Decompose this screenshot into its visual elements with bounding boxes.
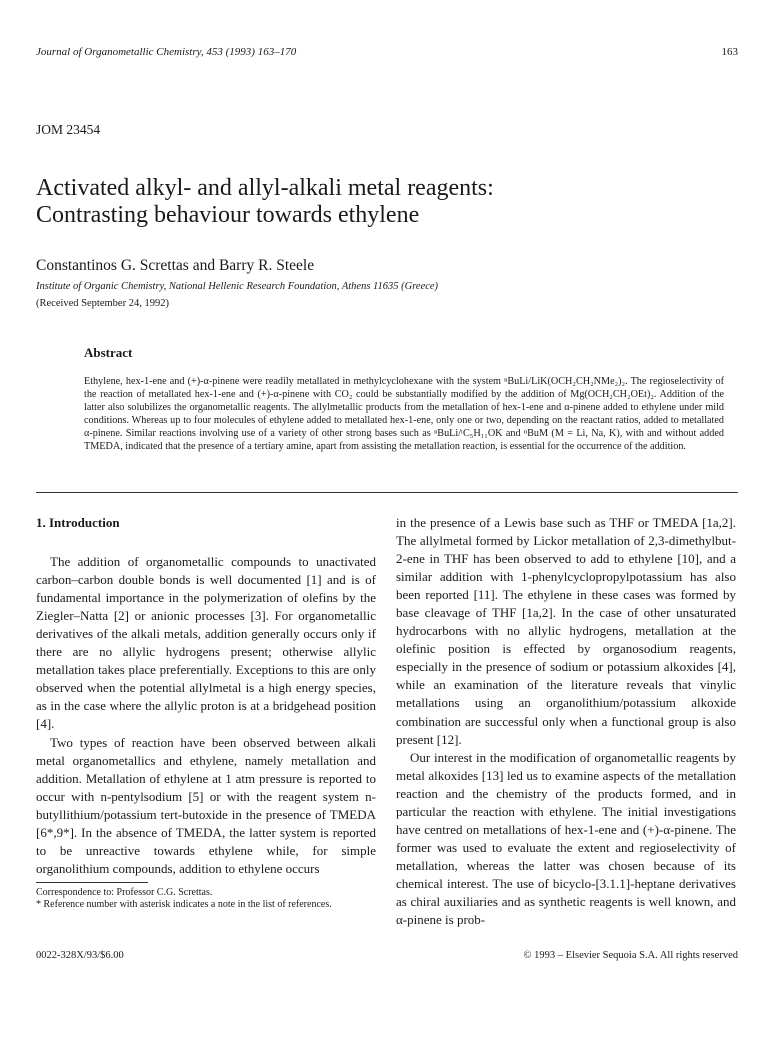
running-head	[36, 46, 738, 58]
abstract-text: Ethylene, hex-1-ene and (+)-α-pinene were readily metallated in methylcyclohexane with the system ⁿBuLi/LiK(OCH₂CH₂NMe₂)₂. The regioselectivity of the reaction of metallated hex-1-ene and (+)-α-pinene with CO₂ could be substantially modified by the addition of Mg(OCH₂CH₂OEt)₂. Addition of the latter also solubilizes the organometallic reagents. The allylmetallic products from the metallation of hex-1-ene and α-pinene added to ethylene under mild conditions. Whereas up to four molecules of ethylene added to metallated hex-1-ene, only one or two, depending on the reactant ratios, added to metallated α-pinene. Similar reactions involving use of a variety of other strong bases such as ⁿBuLi/ᵗC₅H₁₁OK and ⁿBuM (M = Li, Na, K), with and without added TMEDA, indicated that the presence of a tertiary amine, apart from assisting the metallation reaction, is essential for the occurrence of the addition.	[84, 376, 724, 453]
section-divider	[36, 492, 738, 493]
correspondence-note: Correspondence to: Professor C.G. Screttas.	[36, 887, 213, 898]
title-line-2: Contrasting behaviour towards ethylene	[36, 202, 420, 228]
section-heading: 1. Introduction	[36, 515, 120, 530]
journal-citation: Journal of Organometallic Chemistry, 453 (1993) 163–170	[36, 46, 297, 58]
authors: Constantinos G. Screttas and Barry R. Steele	[36, 257, 315, 274]
intro-paragraph-2: Two types of reaction have been observed between alkali metal organometallics and ethylene, namely metallation and addition. Metallation of ethylene at 1 atm pressure is reported to occur with n-pentylsodium [5] or with the reagent system n-butyllithium/potassium tert-butoxide in the presence of TMEDA [6*,9*]. In the absence of TMEDA, the latter system is reported to be unreactive towards ethylene while, for simple organolithium compounds, addition to ethylene occurs	[36, 734, 376, 876]
received-date: (Received September 24, 1992)	[36, 298, 169, 309]
asterisk-note: * Reference number with asterisk indicates a note in the list of references.	[36, 899, 332, 911]
price-code: 0022-328X/93/$6.00	[36, 950, 124, 961]
footnotes	[36, 887, 376, 911]
title-line-1: Activated alkyl- and allyl-alkali metal reagents:	[36, 175, 494, 201]
page-number: 163	[721, 46, 738, 58]
abstract-heading: Abstract	[84, 345, 133, 360]
right-column	[396, 514, 736, 929]
copyright-notice: © 1993 – Elsevier Sequoia S.A. All rights reserved	[523, 950, 738, 961]
footnote-divider	[36, 882, 148, 883]
affiliation: Institute of Organic Chemistry, National Hellenic Research Foundation, Athens 11635 (Greece)	[36, 281, 439, 292]
intro-paragraph-4: Our interest in the modification of organometallic reagents by metal alkoxides [13] led us to examine aspects of the metallation reaction and the chemistry of the products formed, and in particular the reaction with ethylene. The initial investigations have centred on metallations of hex-1-ene and (+)-α-pinene. The former was used to evaluate the extent and regioselectivity of metallation, whereas the latter was chosen because of its chemical interest. The use of bicyclo-[3.1.1]-heptane derivatives as chiral auxiliaries and as synthetic reagents is well known, and α-pinene is prob-	[396, 749, 736, 928]
article-code: JOM 23454	[36, 122, 101, 137]
article-title	[36, 175, 736, 229]
left-column	[36, 514, 376, 878]
intro-paragraph-3: in the presence of a Lewis base such as THF or TMEDA [1a,2]. The allylmetal formed by Lickor metallation of 2,3-dimethylbut-2-ene in THF has been observed to add to ethylene [10], and a similar addition with 1-phenylcyclopropylpotassium has also been reported [11]. The ethylene in these cases was formed by base cleavage of THF [1a,2]. In the case of other unsaturated hydrocarbons with no allylic hydrogens, metallation at the olefinic position is effected by organosodium reagents, especially in the presence of sodium or potassium alkoxides [4], while an examination of the literature reveals that vinylic metallations using an organolithium/potassium alkoxide combination are successful only when a functional group is also present [12].	[396, 515, 736, 747]
intro-paragraph-1: The addition of organometallic compounds to unactivated carbon–carbon double bonds is well documented [1] and is of fundamental importance in the polymerization of olefins by the Ziegler–Natta [2] or anionic processes [3]. For organometallic derivatives of the alkali metals, addition generally occurs only if there are no allylic hydrogens present; otherwise allylic metallation takes place preferentially. Exceptions to this are only observed when the potential allylmetal is a high energy species, as in the case where the allylic proton is at a bridgehead position [4].	[36, 554, 376, 732]
